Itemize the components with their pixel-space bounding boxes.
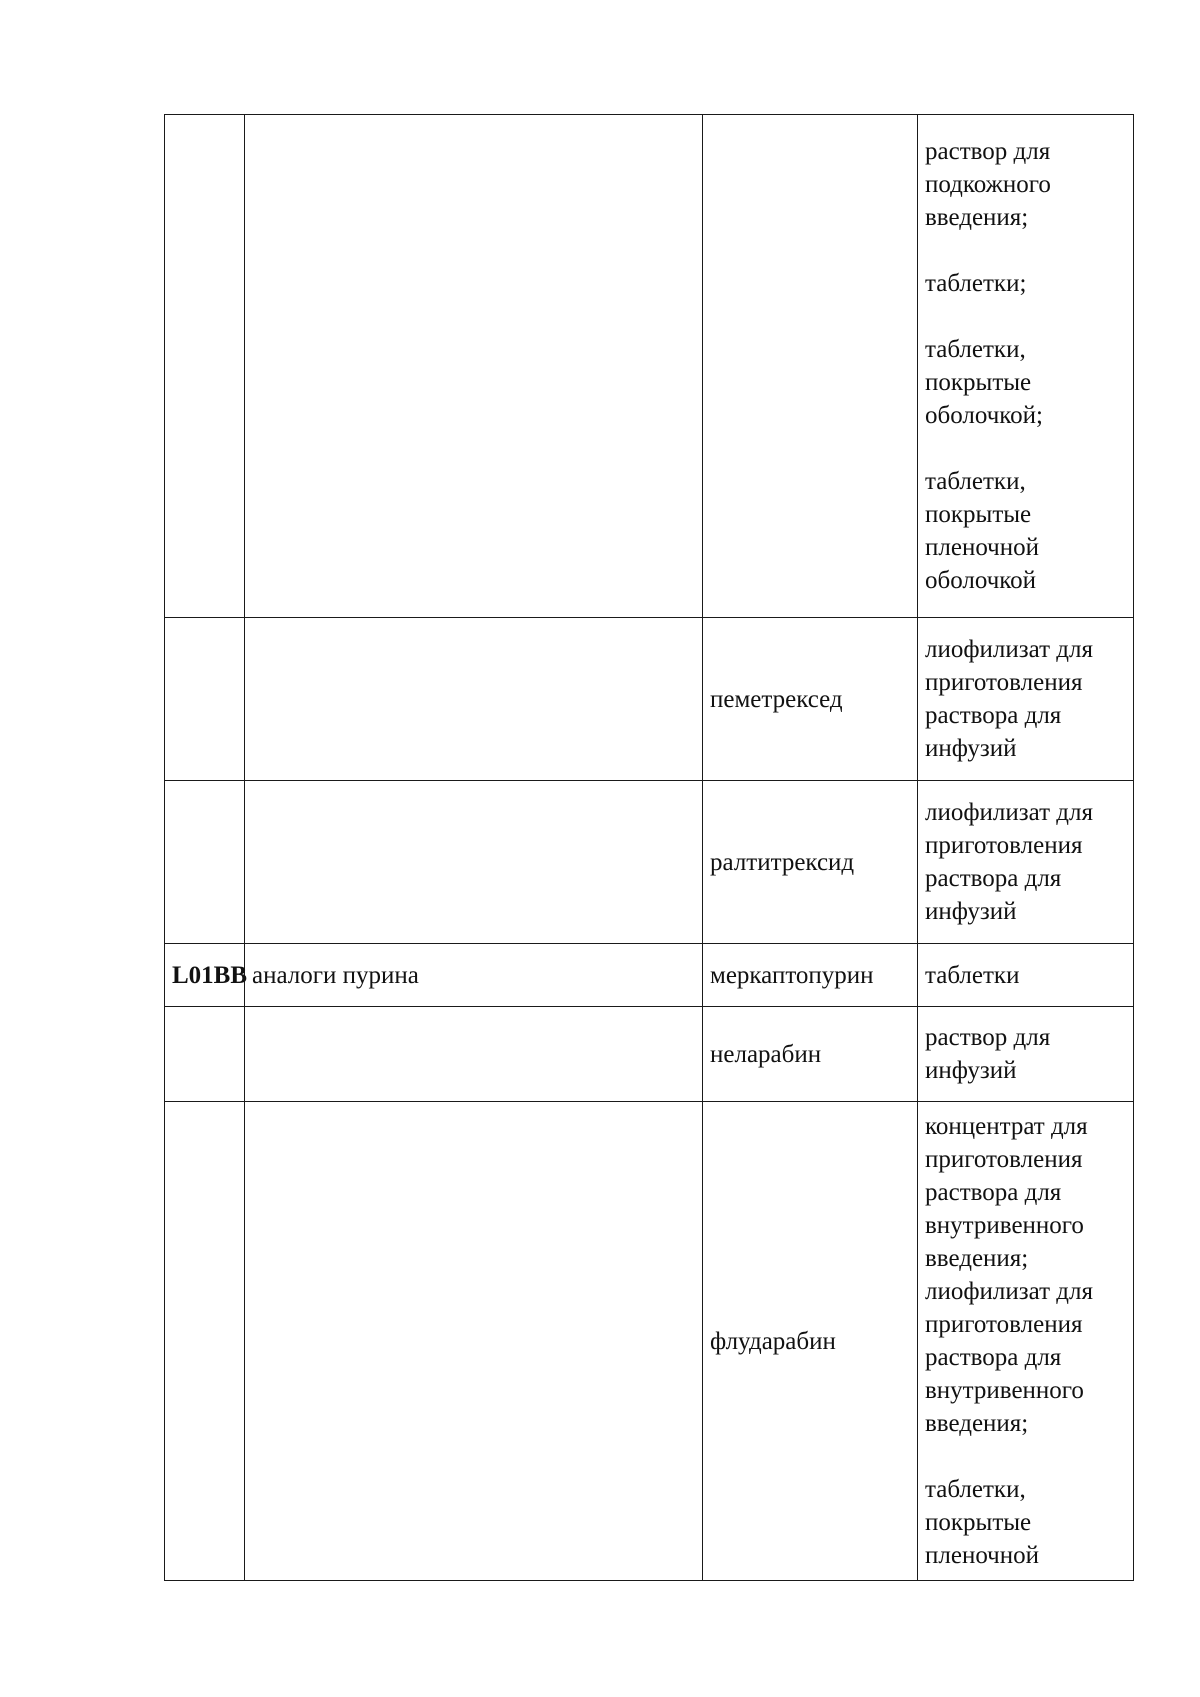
drug-name-cell [703, 115, 918, 618]
drug-name-cell: неларабин [703, 1007, 918, 1102]
dosage-form-text: таблетки [925, 961, 1020, 989]
dosage-form-text: таблетки, покрытые оболочкой; [925, 336, 1043, 429]
drug-table [164, 114, 1134, 1581]
atc-code-cell [165, 115, 245, 618]
dosage-form-text: таблетки; [925, 270, 1027, 297]
drug-name-cell: ралтитрексид [703, 781, 918, 944]
table-row [165, 781, 1134, 944]
table-row [165, 115, 1134, 618]
group-cell [245, 115, 703, 618]
dosage-form-cell [918, 618, 1134, 781]
dosage-form-cell [918, 1102, 1134, 1581]
table-row [165, 618, 1134, 781]
dosage-form-text: таблетки, покрытые пленочной [925, 1476, 1040, 1569]
dosage-form-cell [918, 781, 1134, 944]
group-cell [245, 1102, 703, 1581]
group-cell [245, 781, 703, 944]
dosage-form-text: лиофилизат для приготовления раствора для инфузий [925, 636, 1093, 762]
group-cell: аналоги пурина [245, 944, 703, 1007]
group-cell [245, 1007, 703, 1102]
dosage-form-text: таблетки, покрытые пленочной оболочкой [925, 468, 1040, 594]
dosage-form-cell [918, 1007, 1134, 1102]
drug-name-cell: флударабин [703, 1102, 918, 1581]
dosage-form-text: лиофилизат для приготовления раствора для инфузий [925, 799, 1093, 925]
drug-name-cell: меркаптопурин [703, 944, 918, 1007]
drug-name-cell: пеметрексед [703, 618, 918, 781]
table-row [165, 944, 1134, 1007]
dosage-form-cell [918, 115, 1134, 618]
dosage-form-text: раствор для инфузий [925, 1024, 1051, 1084]
group-cell [245, 618, 703, 781]
atc-code-cell [165, 781, 245, 944]
table-row [165, 1007, 1134, 1102]
atc-code-cell [165, 618, 245, 781]
atc-code-cell [165, 1102, 245, 1581]
atc-code-cell [165, 1007, 245, 1102]
dosage-form-text: лиофилизат для приготовления раствора для внутривенного введения; [925, 1278, 1093, 1437]
dosage-form-text: концентрат для приготовления раствора для внутривенного введения; [925, 1113, 1088, 1272]
dosage-form-cell [918, 944, 1134, 1007]
atc-code-cell: L01BB [165, 944, 245, 1007]
table-row [165, 1102, 1134, 1581]
dosage-form-text: раствор для подкожного введения; [925, 138, 1051, 231]
